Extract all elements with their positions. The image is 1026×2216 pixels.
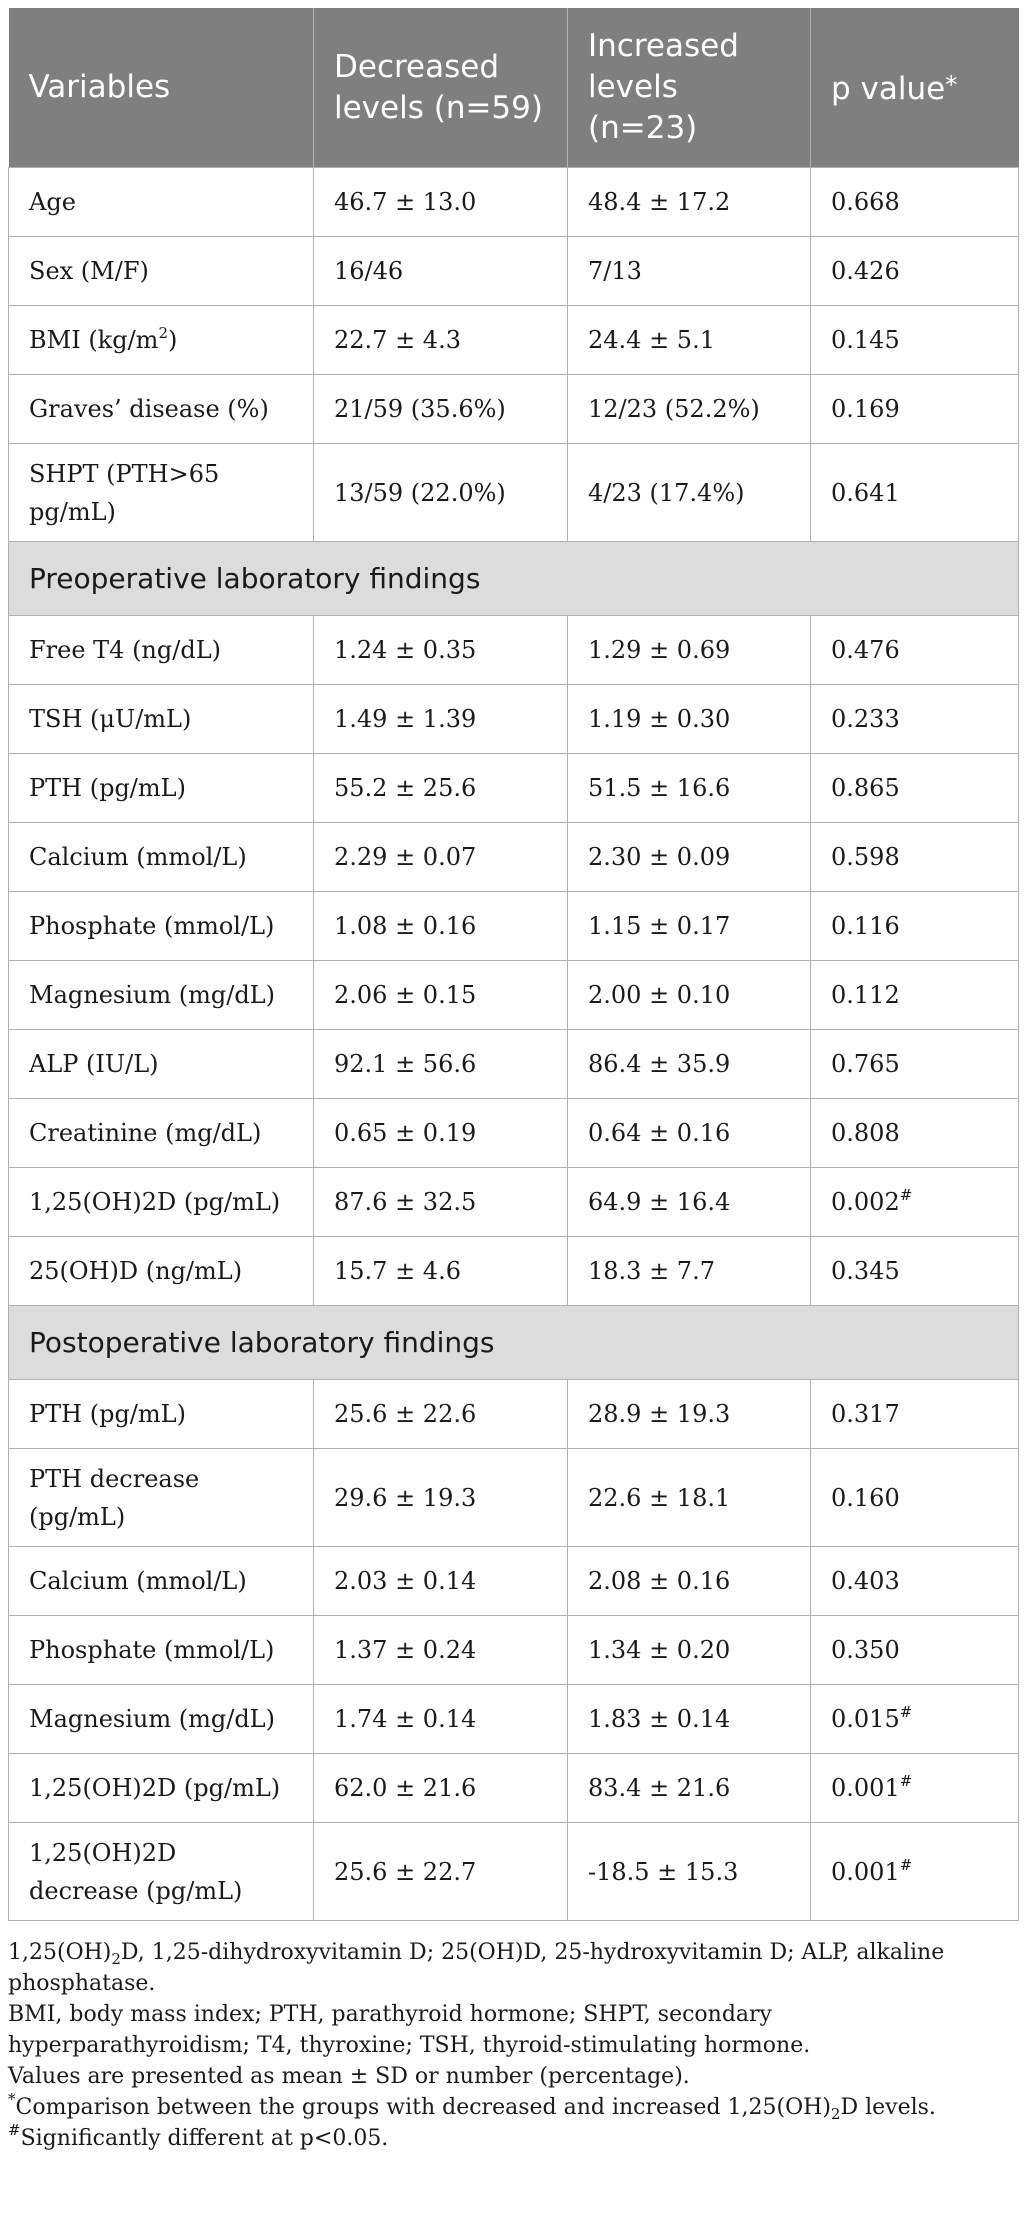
p-value-cell-text: 0.317 [831, 1400, 900, 1428]
increased-cell-text: 22.6 ± 18.1 [588, 1483, 731, 1512]
decreased-cell [314, 685, 568, 754]
p-value-mark: # [899, 1772, 913, 1790]
increased-cell-text: 2.00 ± 0.10 [588, 981, 731, 1009]
increased-cell-text: 51.5 ± 16.6 [588, 774, 731, 802]
increased-cell-text: 2.30 ± 0.09 [588, 843, 731, 871]
variable-cell-text: PTH decrease (pg/mL) [29, 1464, 200, 1531]
table-body [9, 168, 1019, 1921]
p-value-cell [811, 685, 1019, 754]
table-row [9, 754, 1019, 823]
table-row [9, 616, 1019, 685]
table-row [9, 961, 1019, 1030]
p-value-cell [811, 616, 1019, 685]
increased-cell [568, 616, 811, 685]
header-p-value-mark: * [945, 71, 958, 99]
decreased-cell [314, 1099, 568, 1168]
variable-cell-text: Age [29, 188, 76, 216]
p-value-mark: # [899, 1855, 913, 1874]
increased-cell [568, 306, 811, 375]
section-header-preoperative [9, 542, 1019, 616]
variable-cell [9, 1030, 314, 1099]
variable-cell [9, 754, 314, 823]
decreased-cell [314, 1547, 568, 1616]
header-row [9, 8, 1019, 168]
section-header-preoperative-cell [9, 542, 1019, 616]
p-value-cell-text: 0.403 [831, 1567, 900, 1595]
increased-cell-text: 7/13 [588, 257, 642, 285]
variable-cell [9, 1449, 314, 1547]
increased-cell [568, 168, 811, 237]
decreased-cell [314, 1380, 568, 1449]
header-variables [9, 8, 314, 168]
decreased-cell-text: 87.6 ± 32.5 [334, 1188, 477, 1216]
p-value-cell [811, 444, 1019, 542]
p-value-cell [811, 1030, 1019, 1099]
variable-cell-text: PTH (pg/mL) [29, 774, 186, 802]
increased-cell-text: 64.9 ± 16.4 [588, 1188, 731, 1216]
p-value-cell-text: 0.169 [831, 395, 900, 423]
decreased-cell [314, 823, 568, 892]
increased-cell [568, 1237, 811, 1306]
header-decreased-text: Decreased levels (n=59) [334, 48, 543, 126]
decreased-cell [314, 1754, 568, 1823]
p-value-cell-text: 0.426 [831, 257, 900, 285]
p-value-cell-text: 0.015 [831, 1705, 900, 1733]
increased-cell-text: -18.5 ± 15.3 [588, 1857, 739, 1886]
variable-cell [9, 1547, 314, 1616]
p-value-cell [811, 1449, 1019, 1547]
decreased-cell-text: 25.6 ± 22.7 [334, 1857, 477, 1886]
increased-cell [568, 1685, 811, 1754]
decreased-cell-text: 1.74 ± 0.14 [334, 1705, 477, 1733]
variable-cell-text: 1,25(OH)2D (pg/mL) [29, 1774, 281, 1802]
increased-cell-text: 0.64 ± 0.16 [588, 1119, 731, 1147]
p-value-cell [811, 1168, 1019, 1237]
header-increased-text: Increased levels (n=23) [588, 28, 739, 146]
p-value-cell [811, 892, 1019, 961]
variable-cell-text: Magnesium (mg/dL) [29, 981, 275, 1009]
variable-cell-text: TSH (μU/mL) [29, 705, 192, 733]
table-row [9, 1099, 1019, 1168]
variable-cell [9, 892, 314, 961]
table-row [9, 1449, 1019, 1547]
decreased-cell-text: 62.0 ± 21.6 [334, 1774, 477, 1802]
p-value-cell [811, 1099, 1019, 1168]
p-value-cell-text: 0.641 [831, 478, 900, 507]
header-increased [568, 8, 811, 168]
p-value-cell-text: 0.350 [831, 1636, 900, 1664]
variable-cell [9, 1616, 314, 1685]
variable-cell [9, 1237, 314, 1306]
footnote-1-sub: 2 [111, 1950, 121, 1968]
increased-cell [568, 754, 811, 823]
variable-cell-text: 1,25(OH)2D (pg/mL) [29, 1188, 281, 1216]
decreased-cell-text: 92.1 ± 56.6 [334, 1050, 477, 1078]
variable-cell [9, 1380, 314, 1449]
table-row [9, 1685, 1019, 1754]
increased-cell [568, 685, 811, 754]
table-row [9, 1380, 1019, 1449]
footnote-2: BMI, body mass index; PTH, parathyroid hormone; SHPT, secondary hyperparathyroidism; T4, thyroxine; TSH, thyroid-stimulating hormone. [8, 2002, 811, 2058]
footnote-significance [8, 2123, 1018, 2154]
variable-cell-text: Calcium (mmol/L) [29, 843, 247, 871]
p-value-cell-text: 0.765 [831, 1050, 900, 1078]
p-value-cell-text: 0.865 [831, 774, 900, 802]
increased-cell [568, 1754, 811, 1823]
header-variables-text: Variables [28, 69, 171, 105]
p-value-cell-text: 0.116 [831, 912, 900, 940]
decreased-cell [314, 237, 568, 306]
header-p-value [811, 8, 1019, 168]
table-row [9, 1237, 1019, 1306]
p-value-cell-text: 0.112 [831, 981, 900, 1009]
footnote-comparison [8, 2092, 1018, 2123]
increased-cell [568, 1449, 811, 1547]
p-value-mark: # [899, 1186, 913, 1204]
variable-cell [9, 1823, 314, 1921]
decreased-cell [314, 616, 568, 685]
decreased-cell-text: 2.03 ± 0.14 [334, 1567, 477, 1595]
variable-cell-text: BMI (kg/m [29, 326, 159, 354]
table-row [9, 892, 1019, 961]
section-header-postoperative [9, 1306, 1019, 1380]
table-row [9, 685, 1019, 754]
footnote-4b: D levels. [840, 2095, 936, 2120]
decreased-cell-text: 22.7 ± 4.3 [334, 326, 461, 354]
increased-cell-text: 4/23 (17.4%) [588, 478, 745, 507]
variable-cell-text: Magnesium (mg/dL) [29, 1705, 275, 1733]
increased-cell [568, 1168, 811, 1237]
footnote-5-mark: # [8, 2121, 21, 2139]
increased-cell-text: 1.29 ± 0.69 [588, 636, 731, 664]
table-row [9, 1168, 1019, 1237]
p-value-cell [811, 306, 1019, 375]
variable-cell [9, 237, 314, 306]
p-value-cell-text: 0.001 [831, 1774, 900, 1802]
decreased-cell [314, 961, 568, 1030]
table-row [9, 168, 1019, 237]
p-value-cell [811, 237, 1019, 306]
table-row [9, 306, 1019, 375]
variable-cell-text: Calcium (mmol/L) [29, 1567, 247, 1595]
footnote-1b: D, 1,25-dihydroxyvitamin D; 25(OH)D, 25-hydroxyvitamin D; ALP, alkaline phosphatase. [8, 1940, 945, 1996]
p-value-cell [811, 1380, 1019, 1449]
variable-superscript: 2 [158, 324, 168, 342]
variable-cell-text: 1,25(OH)2D decrease (pg/mL) [29, 1838, 243, 1905]
section-header-postoperative-cell [9, 1306, 1019, 1380]
decreased-cell [314, 1616, 568, 1685]
decreased-cell [314, 1030, 568, 1099]
decreased-cell-text: 1.24 ± 0.35 [334, 636, 477, 664]
p-value-cell-text: 0.002 [831, 1188, 900, 1216]
p-value-cell [811, 1823, 1019, 1921]
variable-cell-text: Graves’ disease (%) [29, 395, 269, 423]
variable-cell [9, 1168, 314, 1237]
decreased-cell-text: 21/59 (35.6%) [334, 395, 506, 423]
variable-cell [9, 306, 314, 375]
footnote-values [8, 2061, 1018, 2092]
p-value-cell-text: 0.345 [831, 1257, 900, 1285]
decreased-cell [314, 1685, 568, 1754]
increased-cell-text: 48.4 ± 17.2 [588, 188, 731, 216]
increased-cell-text: 18.3 ± 7.7 [588, 1257, 715, 1285]
decreased-cell-text: 13/59 (22.0%) [334, 478, 506, 507]
decreased-cell-text: 0.65 ± 0.19 [334, 1119, 477, 1147]
decreased-cell [314, 306, 568, 375]
footnote-1a: 1,25(OH) [8, 1940, 112, 1965]
variable-cell [9, 1754, 314, 1823]
table-footnotes [8, 1937, 1018, 2154]
decreased-cell [314, 444, 568, 542]
decreased-cell-text: 25.6 ± 22.6 [334, 1400, 477, 1428]
table-row [9, 1754, 1019, 1823]
data-table [8, 8, 1019, 1921]
footnote-3: Values are presented as mean ± SD or number (percentage). [8, 2064, 690, 2089]
p-value-cell [811, 375, 1019, 444]
table-row [9, 1030, 1019, 1099]
decreased-cell-text: 1.08 ± 0.16 [334, 912, 477, 940]
p-value-cell-text: 0.145 [831, 326, 900, 354]
increased-cell [568, 1616, 811, 1685]
footnote-4a: Comparison between the groups with decreased and increased 1,25(OH) [15, 2095, 831, 2120]
increased-cell [568, 823, 811, 892]
section-header-postoperative-text: Postoperative laboratory findings [29, 1325, 495, 1359]
increased-cell [568, 1380, 811, 1449]
p-value-cell [811, 823, 1019, 892]
footnote-abbrev-1 [8, 1937, 1018, 1999]
p-value-cell [811, 754, 1019, 823]
decreased-cell-text: 46.7 ± 13.0 [334, 188, 477, 216]
decreased-cell-text: 1.37 ± 0.24 [334, 1636, 477, 1664]
table-row [9, 823, 1019, 892]
variable-cell-text: Phosphate (mmol/L) [29, 1636, 275, 1664]
p-value-cell [811, 1754, 1019, 1823]
increased-cell-text: 1.34 ± 0.20 [588, 1636, 731, 1664]
increased-cell [568, 375, 811, 444]
increased-cell-text: 12/23 (52.2%) [588, 395, 760, 423]
increased-cell [568, 1099, 811, 1168]
variable-cell [9, 616, 314, 685]
variable-cell-text: ALP (IU/L) [29, 1050, 159, 1078]
increased-cell [568, 1823, 811, 1921]
variable-cell [9, 961, 314, 1030]
variable-cell [9, 1685, 314, 1754]
p-value-cell-text: 0.476 [831, 636, 900, 664]
increased-cell [568, 892, 811, 961]
increased-cell-text: 83.4 ± 21.6 [588, 1774, 731, 1802]
increased-cell-text: 86.4 ± 35.9 [588, 1050, 731, 1078]
variable-cell [9, 444, 314, 542]
table-row [9, 375, 1019, 444]
variable-cell [9, 168, 314, 237]
p-value-cell-text: 0.668 [831, 188, 900, 216]
p-value-mark: # [899, 1703, 913, 1721]
section-header-preoperative-text: Preoperative laboratory findings [29, 561, 481, 595]
decreased-cell-text: 1.49 ± 1.39 [334, 705, 477, 733]
increased-cell-text: 1.83 ± 0.14 [588, 1705, 731, 1733]
decreased-cell-text: 15.7 ± 4.6 [334, 1257, 461, 1285]
p-value-cell-text: 0.598 [831, 843, 900, 871]
footnote-abbrev-2 [8, 1999, 1018, 2061]
increased-cell [568, 1547, 811, 1616]
table-row [9, 237, 1019, 306]
decreased-cell [314, 892, 568, 961]
variable-suffix: ) [167, 326, 178, 354]
decreased-cell [314, 1449, 568, 1547]
table-row [9, 1547, 1019, 1616]
variable-cell-text: 25(OH)D (ng/mL) [29, 1257, 243, 1285]
footnote-4-mark: * [8, 2090, 16, 2108]
table-row [9, 1823, 1019, 1921]
increased-cell-text: 28.9 ± 19.3 [588, 1400, 731, 1428]
table-container [8, 8, 1018, 2154]
increased-cell-text: 2.08 ± 0.16 [588, 1567, 731, 1595]
decreased-cell-text: 29.6 ± 19.3 [334, 1483, 477, 1512]
variable-cell-text: Free T4 (ng/dL) [29, 636, 221, 664]
table-row [9, 444, 1019, 542]
variable-cell-text: Phosphate (mmol/L) [29, 912, 275, 940]
p-value-cell [811, 1616, 1019, 1685]
variable-cell [9, 1099, 314, 1168]
table-row [9, 1616, 1019, 1685]
p-value-cell-text: 0.233 [831, 705, 900, 733]
variable-cell-text: Sex (M/F) [29, 257, 149, 285]
p-value-cell [811, 1547, 1019, 1616]
increased-cell-text: 1.15 ± 0.17 [588, 912, 731, 940]
variable-cell [9, 685, 314, 754]
p-value-cell-text: 0.001 [831, 1857, 900, 1886]
decreased-cell [314, 168, 568, 237]
decreased-cell [314, 1168, 568, 1237]
header-decreased [314, 8, 568, 168]
footnote-5: Significantly different at p<0.05. [20, 2126, 389, 2151]
p-value-cell-text: 0.160 [831, 1483, 900, 1512]
p-value-cell [811, 168, 1019, 237]
variable-cell-text: SHPT (PTH>65 pg/mL) [29, 459, 220, 526]
increased-cell-text: 24.4 ± 5.1 [588, 326, 715, 354]
p-value-cell [811, 961, 1019, 1030]
decreased-cell-text: 2.06 ± 0.15 [334, 981, 477, 1009]
decreased-cell [314, 1237, 568, 1306]
decreased-cell [314, 375, 568, 444]
increased-cell-text: 1.19 ± 0.30 [588, 705, 731, 733]
decreased-cell-text: 55.2 ± 25.6 [334, 774, 477, 802]
variable-cell [9, 823, 314, 892]
variable-cell [9, 375, 314, 444]
decreased-cell [314, 754, 568, 823]
increased-cell [568, 237, 811, 306]
header-p-value-text: p value [831, 71, 946, 107]
footnote-4-sub: 2 [830, 2105, 841, 2123]
p-value-cell [811, 1685, 1019, 1754]
increased-cell [568, 961, 811, 1030]
decreased-cell [314, 1823, 568, 1921]
p-value-cell-text: 0.808 [831, 1119, 900, 1147]
increased-cell [568, 1030, 811, 1099]
p-value-cell [811, 1237, 1019, 1306]
variable-cell-text: PTH (pg/mL) [29, 1400, 186, 1428]
decreased-cell-text: 16/46 [334, 257, 404, 285]
decreased-cell-text: 2.29 ± 0.07 [334, 843, 477, 871]
variable-cell-text: Creatinine (mg/dL) [29, 1119, 262, 1147]
increased-cell [568, 444, 811, 542]
